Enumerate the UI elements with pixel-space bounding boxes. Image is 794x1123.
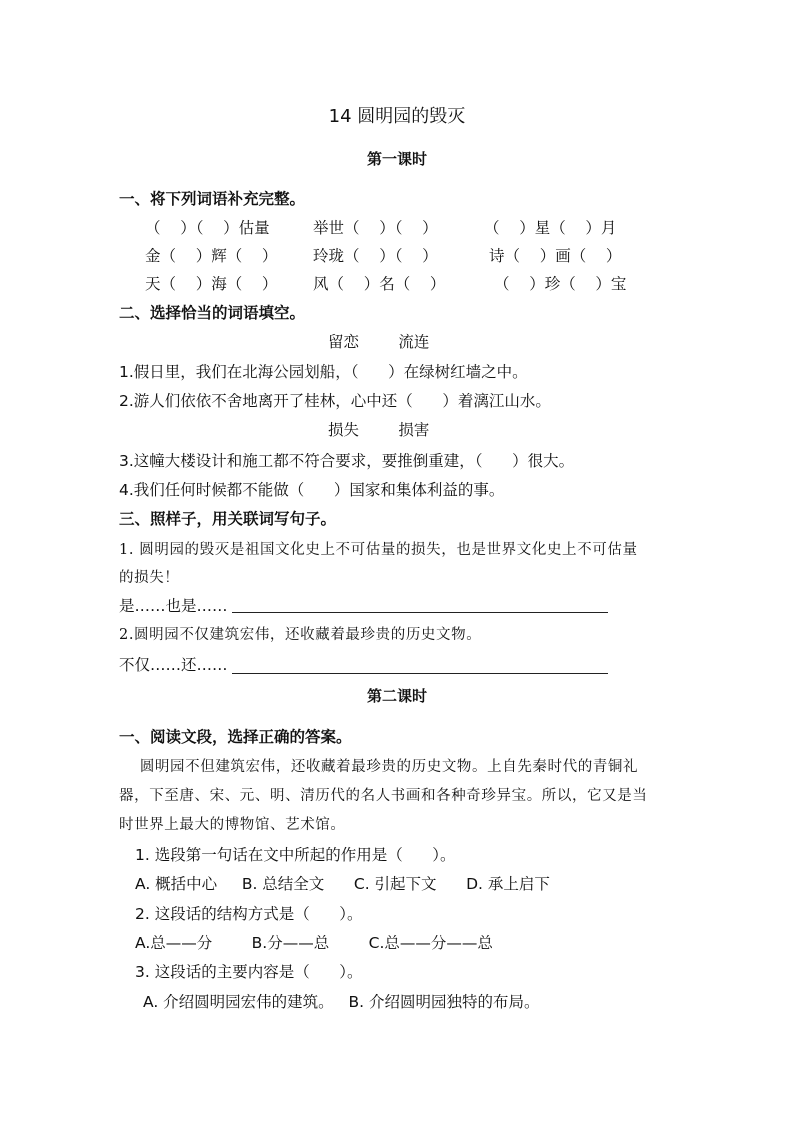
q1-blank-row2-col3[interactable]: 诗（ ）画（ ） bbox=[489, 247, 622, 265]
reading-question-2[interactable]: 2. 这段话的结构方式是（ ）。 bbox=[135, 905, 363, 923]
q2-word-choices-1: 留恋 流连 bbox=[328, 333, 430, 351]
reading-heading: 一、阅读文段，选择正确的答案。 bbox=[119, 728, 352, 746]
page-title: 14 圆明园的毁灭 bbox=[328, 106, 466, 127]
q2-sentence-4[interactable]: 4.我们任何时候都不能做（ ）国家和集体利益的事。 bbox=[119, 481, 505, 499]
q1-blank-row2-col1[interactable]: 金（ ）辉（ ） bbox=[145, 247, 278, 265]
q2-sentence-2[interactable]: 2.游人们依依不舍地离开了桂林，心中还（ ）着漓江山水。 bbox=[119, 392, 551, 410]
q3-example-1-line1: 1. 圆明园的毁灭是祖国文化史上不可估量的损失，也是世界文化史上不可估量 bbox=[119, 542, 638, 558]
q1-blank-row3-col1[interactable]: 天（ ）海（ ） bbox=[145, 275, 278, 293]
reading-options-2[interactable]: A.总——分 B.分——总 C.总——分——总 bbox=[135, 934, 493, 952]
passage-line-1: 圆明园不但建筑宏伟，还收藏着最珍贵的历史文物。上自先秦时代的青铜礼 bbox=[119, 759, 639, 775]
q1-blank-row3-col3[interactable]: （ ）珍（ ）宝 bbox=[494, 275, 627, 293]
q3-prompt-1: 是……也是…… bbox=[119, 597, 228, 615]
lesson-1-heading: 第一课时 bbox=[366, 150, 427, 168]
reading-question-1[interactable]: 1. 选段第一句话在文中所起的作用是（ ）。 bbox=[135, 846, 456, 864]
q2-sentence-3[interactable]: 3.这幢大楼设计和施工都不符合要求，要推倒重建，（ ）很大。 bbox=[119, 452, 575, 470]
q1-blank-row1-col3[interactable]: （ ）星（ ）月 bbox=[484, 219, 617, 237]
q1-heading: 一、将下列词语补充完整。 bbox=[119, 190, 306, 208]
q1-blank-row1-col1[interactable]: （ ）（ ）估量 bbox=[145, 219, 270, 237]
q3-answer-line-1[interactable] bbox=[232, 612, 608, 613]
q3-answer-line-2[interactable] bbox=[232, 673, 608, 674]
q1-blank-row3-col2[interactable]: 风（ ）名（ ） bbox=[313, 275, 446, 293]
reading-question-3[interactable]: 3. 这段话的主要内容是（ ）。 bbox=[135, 963, 363, 981]
reading-options-3[interactable]: A. 介绍圆明园宏伟的建筑。 B. 介绍圆明园独特的布局。 bbox=[143, 993, 540, 1011]
passage-line-2: 器，下至唐、宋、元、明、清历代的名人书画和各种奇珍异宝。所以，它又是当 bbox=[119, 788, 648, 804]
reading-options-1[interactable]: A. 概括中心 B. 总结全文 C. 引起下文 D. 承上启下 bbox=[135, 875, 550, 893]
q2-word-choices-2: 损失 损害 bbox=[328, 421, 430, 439]
q2-sentence-1[interactable]: 1.假日里，我们在北海公园划船，（ ）在绿树红墙之中。 bbox=[119, 363, 528, 381]
q2-heading: 二、选择恰当的词语填空。 bbox=[119, 304, 306, 322]
q1-blank-row1-col2[interactable]: 举世（ ）（ ） bbox=[313, 219, 438, 237]
q3-example-1-line2: 的损失！ bbox=[119, 570, 180, 586]
passage-line-3: 时世界上最大的博物馆、艺术馆。 bbox=[119, 817, 346, 833]
q3-heading: 三、照样子，用关联词写句子。 bbox=[119, 510, 337, 528]
q3-example-2: 2.圆明园不仅建筑宏伟，还收藏着最珍贵的历史文物。 bbox=[119, 627, 482, 643]
q1-blank-row2-col2[interactable]: 玲珑（ ）（ ） bbox=[313, 247, 438, 265]
lesson-2-heading: 第二课时 bbox=[366, 687, 427, 705]
q3-prompt-2: 不仅……还…… bbox=[119, 656, 228, 674]
